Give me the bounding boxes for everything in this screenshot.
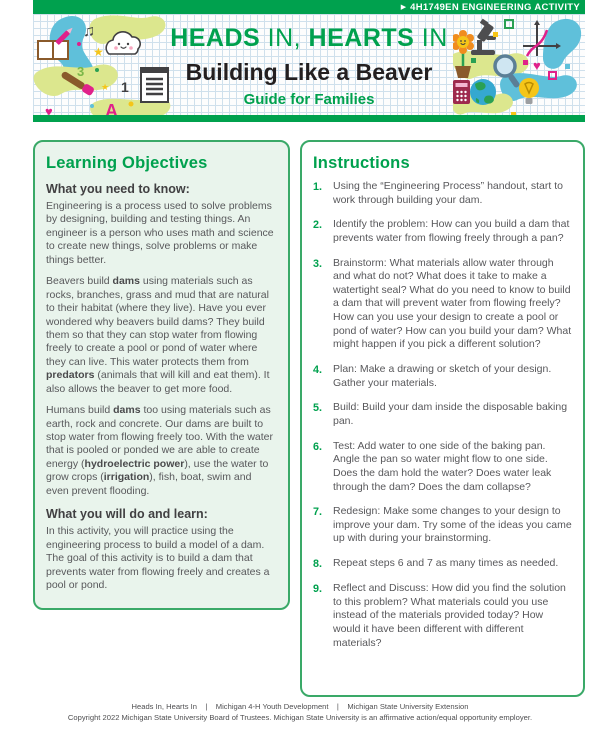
paragraph-beavers: Beavers build dams using materials such as rocks, branches, grass and mud that are natural to their habitat (where they live). Have you ever wondered why beavers build dams? They build them so that they can stop water from flowing freely to create a pool or pond of water where they can live. This water protects them from predators (animals that will kill and eat them). It also allows the beaver to get more food. [46, 275, 270, 395]
step-number: 3. [313, 257, 323, 270]
square-outline-green [505, 20, 513, 28]
content-columns [33, 140, 585, 697]
learning-objectives-panel [33, 140, 290, 610]
globe-icon [470, 79, 496, 105]
triangle-icon: ▶ [400, 3, 407, 11]
step-text: Build: Build your dam inside the disposable baking pan. [333, 401, 568, 427]
step-text: Repeat steps 6 and 7 as many times as needed. [333, 557, 559, 570]
step-number: 8. [313, 558, 323, 571]
header [33, 0, 585, 122]
page-title [151, 26, 467, 51]
paragraph-activity-goal: In this activity, you will practice using the engineering process to build a model of a dam. The goal of this activity is to build a dam that prevents water from flowing freely and creates a pool or pond. [46, 525, 270, 591]
step-text: Brainstorm: What materials allow water through and what do not? What does it take to make a watertight seal? What do you need to know to build a dam that will prevent water from flowing freely? How can you use your design to create a pool or pond of water? How can you build your dam? What might happen if you pick a different solution? [333, 256, 572, 351]
step-text: Using the “Engineering Process” handout, start to work through building your dam. [333, 180, 563, 206]
dot [90, 104, 94, 108]
number-three: 3 [77, 64, 85, 79]
square-solid-blue [565, 64, 570, 69]
step-3 [313, 257, 572, 352]
dot [77, 42, 81, 46]
title-in1: IN, [260, 24, 309, 52]
star-small-icon: ★ [101, 82, 110, 92]
dot [129, 102, 134, 107]
step-number: 7. [313, 506, 323, 519]
square-solid-yellow [493, 32, 498, 37]
paragraph-engineering: Engineering is a process used to solve problems by designing, building and testing things. An engineer is a person who uses math and science to create new things, solve problems or make things better. [46, 200, 274, 266]
do-learn-heading: What you will do and learn: [46, 507, 208, 522]
title-in2: IN [414, 24, 448, 52]
step-text: Test: Add water to one side of the baking pan. Angle the pan so water might flow to one side. Does the dam hold the water? Does water leak through the dam? Does the dam collapse? [333, 439, 552, 493]
step-number: 1. [313, 181, 323, 193]
step-text: Reflect and Discuss: How did you find the solution to this problem? What materials could you use instead of the materials provided today? How would it have been different with different materials? [333, 582, 566, 649]
step-number: 6. [313, 440, 323, 453]
step-4 [313, 363, 572, 390]
step-1 [313, 180, 572, 207]
step-8 [313, 557, 572, 571]
activity-code-badge: 4H1749EN ENGINEERING ACTIVITY [410, 1, 580, 13]
music-notes-icon: ♫ [83, 23, 95, 40]
guide-tagline: Guide for Families [243, 91, 375, 108]
lightbulb-icon [519, 78, 539, 104]
step-6 [313, 440, 572, 495]
microscope-icon [471, 19, 496, 55]
square-solid-pink [523, 60, 528, 65]
open-book-icon [38, 41, 68, 59]
instructions-title: Instructions [313, 154, 410, 172]
star-icon: ★ [93, 45, 104, 59]
square-solid-green [471, 58, 476, 63]
step-number: 4. [313, 364, 323, 377]
heart-icon: ♥ [533, 58, 541, 73]
step-number: 9. [313, 583, 323, 596]
step-text: Identify the problem: How can you build a dam that prevents water from flowing freely through a pan? [333, 218, 570, 244]
title-heads: HEADS [170, 24, 261, 52]
dot [95, 68, 99, 72]
square-solid-yellow2 [511, 112, 516, 117]
blob-blue-right [543, 19, 581, 69]
footer [0, 702, 600, 723]
letter-a: A [105, 101, 118, 121]
step-2 [313, 218, 572, 245]
header-banner [33, 14, 585, 122]
step-7 [313, 505, 572, 546]
step-number: 5. [313, 402, 323, 415]
instructions-list [313, 180, 572, 650]
footer-copyright: Copyright 2022 Michigan State University Board of Trustees. Michigan State University is an affirmative action/equal opportunity employer. [67, 712, 533, 722]
step-9 [313, 582, 572, 650]
footer-attribution: Heads In, Hearts In | Michigan 4-H Youth Development | Michigan State University Extension [131, 702, 469, 711]
learning-objectives-title: Learning Objectives [46, 154, 208, 172]
step-number: 2. [313, 219, 323, 232]
know-heading: What you need to know: [46, 182, 190, 196]
header-titles [151, 26, 467, 107]
step-5 [313, 401, 572, 428]
instructions-panel [300, 140, 585, 697]
heart-icon: ♥ [45, 104, 53, 119]
right-decorations [453, 14, 585, 122]
paragraph-humans: Humans build dams too using materials such as earth, rock and concrete. Our dams are built to stop water from flowing freely too. With the water that is pooled or ponded we are able to create energy (hydroelectric power), use the water to grow crops (irrigation), fish, boat, swim and even prevent flooding. [46, 404, 274, 497]
activity-code-bar [33, 0, 585, 14]
step-text: Redesign: Make some changes to your design to improve your dam. Try some of the ideas you came up with during your brainstorming. [333, 505, 572, 545]
title-hearts: HEARTS [308, 24, 415, 52]
number-one: 1 [121, 79, 129, 95]
step-text: Plan: Make a drawing or sketch of your design. Gather your materials. [333, 363, 552, 389]
activity-title: Building Like a Beaver [185, 59, 433, 85]
